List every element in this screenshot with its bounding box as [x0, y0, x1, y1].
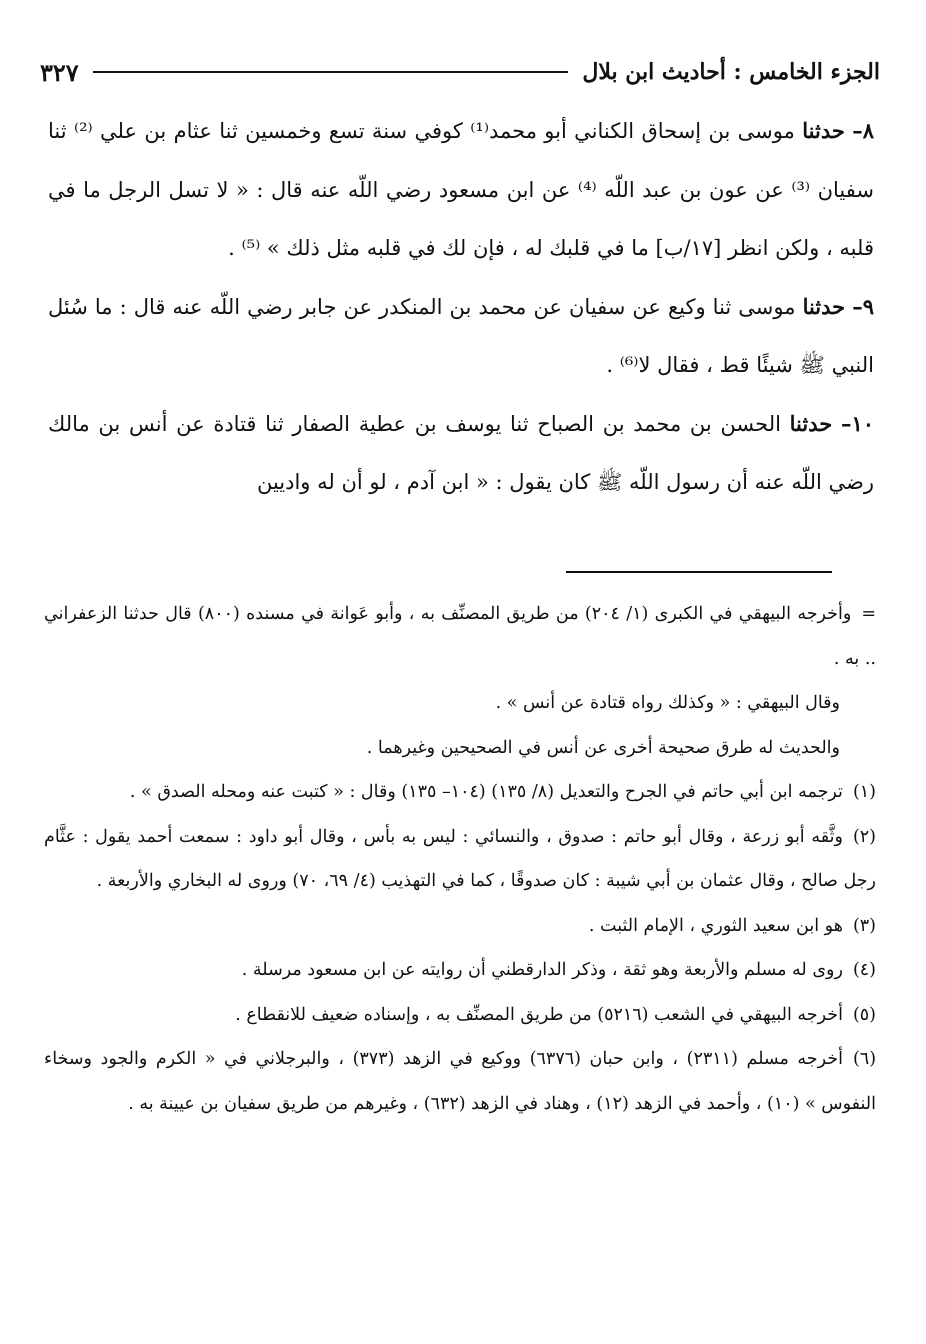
- footnote-text: روى له مسلم والأربعة وهو ثقة ، وذكر الدارقطني أن روايته عن ابن مسعود مرسلة .: [241, 960, 843, 980]
- hadith-number: ٩–: [852, 293, 874, 319]
- page-number: ٣٢٧: [40, 57, 79, 87]
- footnotes: [44, 592, 876, 1126]
- footnote-mark: (٢): [852, 826, 876, 847]
- footnote-mark: (٥): [852, 1004, 876, 1025]
- page-header: [40, 50, 880, 94]
- running-title: الجزء الخامس : أحاديث ابن بلال: [582, 59, 880, 85]
- footnote-2: [44, 815, 876, 904]
- footnote-1: [44, 770, 876, 815]
- footnote-text: أخرجه البيهقي في الشعب (٥٢١٦) من طريق المصنِّف به ، وإسناده ضعيف للانقطاع .: [235, 1004, 843, 1025]
- footnote-mark: (٦): [852, 1049, 877, 1069]
- hadith-9: [48, 278, 874, 395]
- hadith-lead: حدثنا: [802, 293, 846, 319]
- hadith-text: موسى بن إسحاق الكناني أبو محمد⁽¹⁾ كوفي سنة تسع وخمسين ثنا عثام بن علي ⁽²⁾ ثنا سفيان ⁽³⁾ عن عون بن عبد اللّه ⁽⁴⁾ عن ابن مسعود رضي اللّه عنه قال : « لا تسل الرجل ما في قلبه ، ولكن انظر [١٧/ب] ما في قلبك له ، فإن لك في قلبه مثل ذلك » ⁽⁵⁾ .: [48, 119, 874, 260]
- footnote-text: وقال البيهقي : « وكذلك رواه قتادة عن أنس » .: [495, 693, 840, 713]
- hadith-8: [48, 102, 874, 278]
- hadith-lead: حدثنا: [789, 410, 833, 436]
- footnote-separator: [566, 571, 832, 573]
- footnote-mark: (٤): [852, 960, 876, 980]
- footnote-5: [44, 993, 876, 1038]
- hadith-text: موسى ثنا وكيع عن سفيان عن محمد بن المنكدر عن جابر رضي اللّه عنه قال : ما سُئل النبي ﷺ شيئًا قط ، فقال لا⁽⁶⁾ .: [48, 294, 874, 377]
- footnote-mark: (٣): [852, 915, 876, 936]
- hadith-lead: حدثنا: [802, 118, 845, 143]
- footnote-continuation: [44, 681, 876, 726]
- main-text: [48, 102, 874, 512]
- footnote-text: أخرجه مسلم (٢٣١١) ، وابن حبان (٦٣٧٦) ووكيع في الزهد (٣٧٣) ، والبرجلاني في « الكرم والجود وسخاء النفوس » (١٠) ، وأحمد في الزهد (١٢) ، وهناد في الزهد (٦٣٢) ، وغيرهم من طريق سفيان بن عيينة به .: [44, 1049, 876, 1114]
- footnote-4: [44, 948, 876, 993]
- header-rule: [93, 71, 569, 73]
- footnote-mark: =: [861, 604, 876, 624]
- hadith-number: ١٠–: [840, 410, 874, 436]
- footnote-text: هو ابن سعيد الثوري ، الإمام الثبت .: [588, 915, 843, 936]
- footnote-text: ترجمه ابن أبي حاتم في الجرح والتعديل (٨/ ١٣٥) (١٠٤– ١٣٥) وقال : « كتبت عنه ومحله الصدق » .: [129, 782, 843, 802]
- footnote-text: وثَّقه أبو زرعة ، وقال أبو حاتم : صدوق ، والنسائي : ليس به بأس ، وقال أبو داود : سمعت أحمد يقول : عثَّام رجل صالح ، وقال عثمان بن أبي شيبة : كان صدوقًا ، كما في التهذيب (٤/ ٦٩، ٧٠) وروى له البخاري والأربعة .: [44, 826, 876, 891]
- hadith-text: الحسن بن محمد بن الصباح ثنا يوسف بن عطية الصفار ثنا قتادة عن أنس بن مالك رضي اللّه عنه أن رسول اللّه ﷺ كان يقول : « ابن آدم ، لو أن له واديين: [48, 411, 874, 494]
- footnote-mark: (١): [852, 782, 876, 802]
- footnote-text: وأخرجه البيهقي في الكبرى (١/ ٢٠٤) من طريق المصنِّف به ، وأبو عَوانة في مسنده (٨٠٠) قال حدثنا الزعفراني .. به .: [44, 604, 876, 669]
- footnote-continuation: [44, 592, 876, 681]
- footnote-continuation: [44, 726, 876, 771]
- hadith-number: ٨–: [852, 118, 874, 143]
- footnote-3: [44, 904, 876, 949]
- hadith-10: [48, 395, 874, 512]
- footnote-text: والحديث له طرق صحيحة أخرى عن أنس في الصحيحين وغيرهما .: [366, 737, 840, 758]
- footnote-6: [44, 1037, 876, 1126]
